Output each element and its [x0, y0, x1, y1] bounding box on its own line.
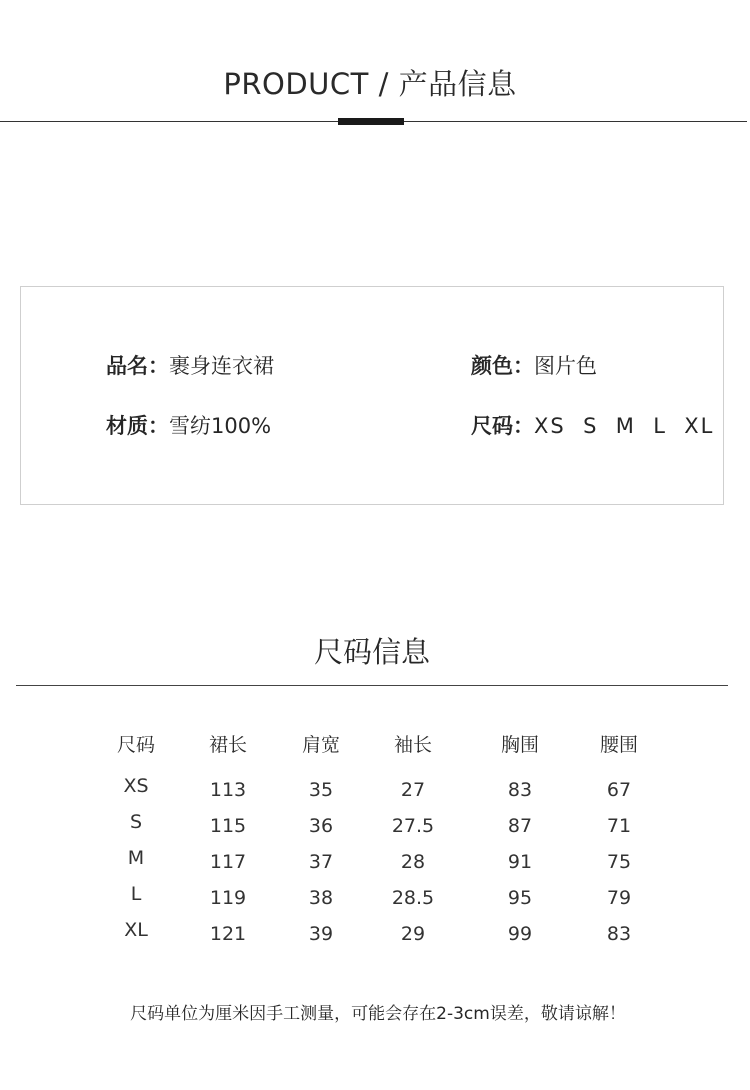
table-cell-length: 115	[209, 815, 247, 837]
table-header-bust: 胸围	[500, 734, 539, 756]
product-material-row	[106, 410, 271, 440]
product-color-label: 颜色：	[471, 354, 534, 378]
product-size-value: XS S M L XL	[534, 414, 715, 438]
measurement-note: 尺码单位为厘米因手工测量，可能会存在2-3cm误差，敬请谅解！	[130, 1004, 626, 1024]
product-name-label: 品名：	[106, 354, 169, 378]
header-accent-bar	[338, 118, 404, 125]
product-info-box	[20, 286, 724, 505]
table-cell-bust: 83	[507, 779, 533, 801]
table-cell-waist: 75	[606, 851, 632, 873]
table-header-shoulder: 肩宽	[301, 734, 340, 756]
table-cell-shoulder: 36	[308, 815, 334, 837]
table-cell-bust: 91	[507, 851, 533, 873]
size-section-divider	[16, 685, 728, 686]
table-cell-size: S	[129, 811, 143, 833]
product-name-row	[106, 350, 274, 380]
table-cell-length: 117	[209, 851, 247, 873]
table-cell-waist: 67	[606, 779, 632, 801]
table-cell-waist: 79	[606, 887, 632, 909]
table-cell-size: M	[127, 847, 145, 869]
table-cell-length: 113	[209, 779, 247, 801]
product-material-value: 雪纺100%	[169, 414, 272, 438]
table-cell-sleeve: 28.5	[391, 887, 435, 909]
table-cell-waist: 71	[606, 815, 632, 837]
table-cell-size: L	[130, 883, 142, 905]
table-cell-bust: 99	[507, 923, 533, 945]
product-size-row	[471, 410, 714, 440]
table-cell-sleeve: 29	[400, 923, 426, 945]
table-header-waist: 腰围	[599, 734, 638, 756]
table-cell-shoulder: 39	[308, 923, 334, 945]
table-header-length: 裙长	[208, 734, 247, 756]
table-cell-length: 119	[209, 887, 247, 909]
size-section-title: 尺码信息	[313, 635, 430, 669]
table-cell-size: XS	[123, 775, 149, 797]
table-cell-bust: 87	[507, 815, 533, 837]
table-cell-size: XL	[124, 919, 148, 941]
product-material-label: 材质：	[106, 414, 169, 438]
table-cell-length: 121	[209, 923, 247, 945]
page-title: PRODUCT / 产品信息	[223, 67, 517, 101]
table-cell-shoulder: 35	[308, 779, 334, 801]
table-header-sleeve: 袖长	[393, 734, 432, 756]
table-cell-bust: 95	[507, 887, 533, 909]
table-cell-sleeve: 28	[400, 851, 426, 873]
table-cell-waist: 83	[606, 923, 632, 945]
table-cell-sleeve: 27	[400, 779, 426, 801]
table-cell-shoulder: 37	[308, 851, 334, 873]
product-color-row	[471, 350, 597, 380]
table-header-size: 尺码	[116, 734, 155, 756]
product-size-label: 尺码：	[471, 414, 534, 438]
table-cell-shoulder: 38	[308, 887, 334, 909]
table-cell-sleeve: 27.5	[391, 815, 435, 837]
product-name-value: 裹身连衣裙	[169, 354, 274, 378]
product-color-value: 图片色	[534, 354, 597, 378]
